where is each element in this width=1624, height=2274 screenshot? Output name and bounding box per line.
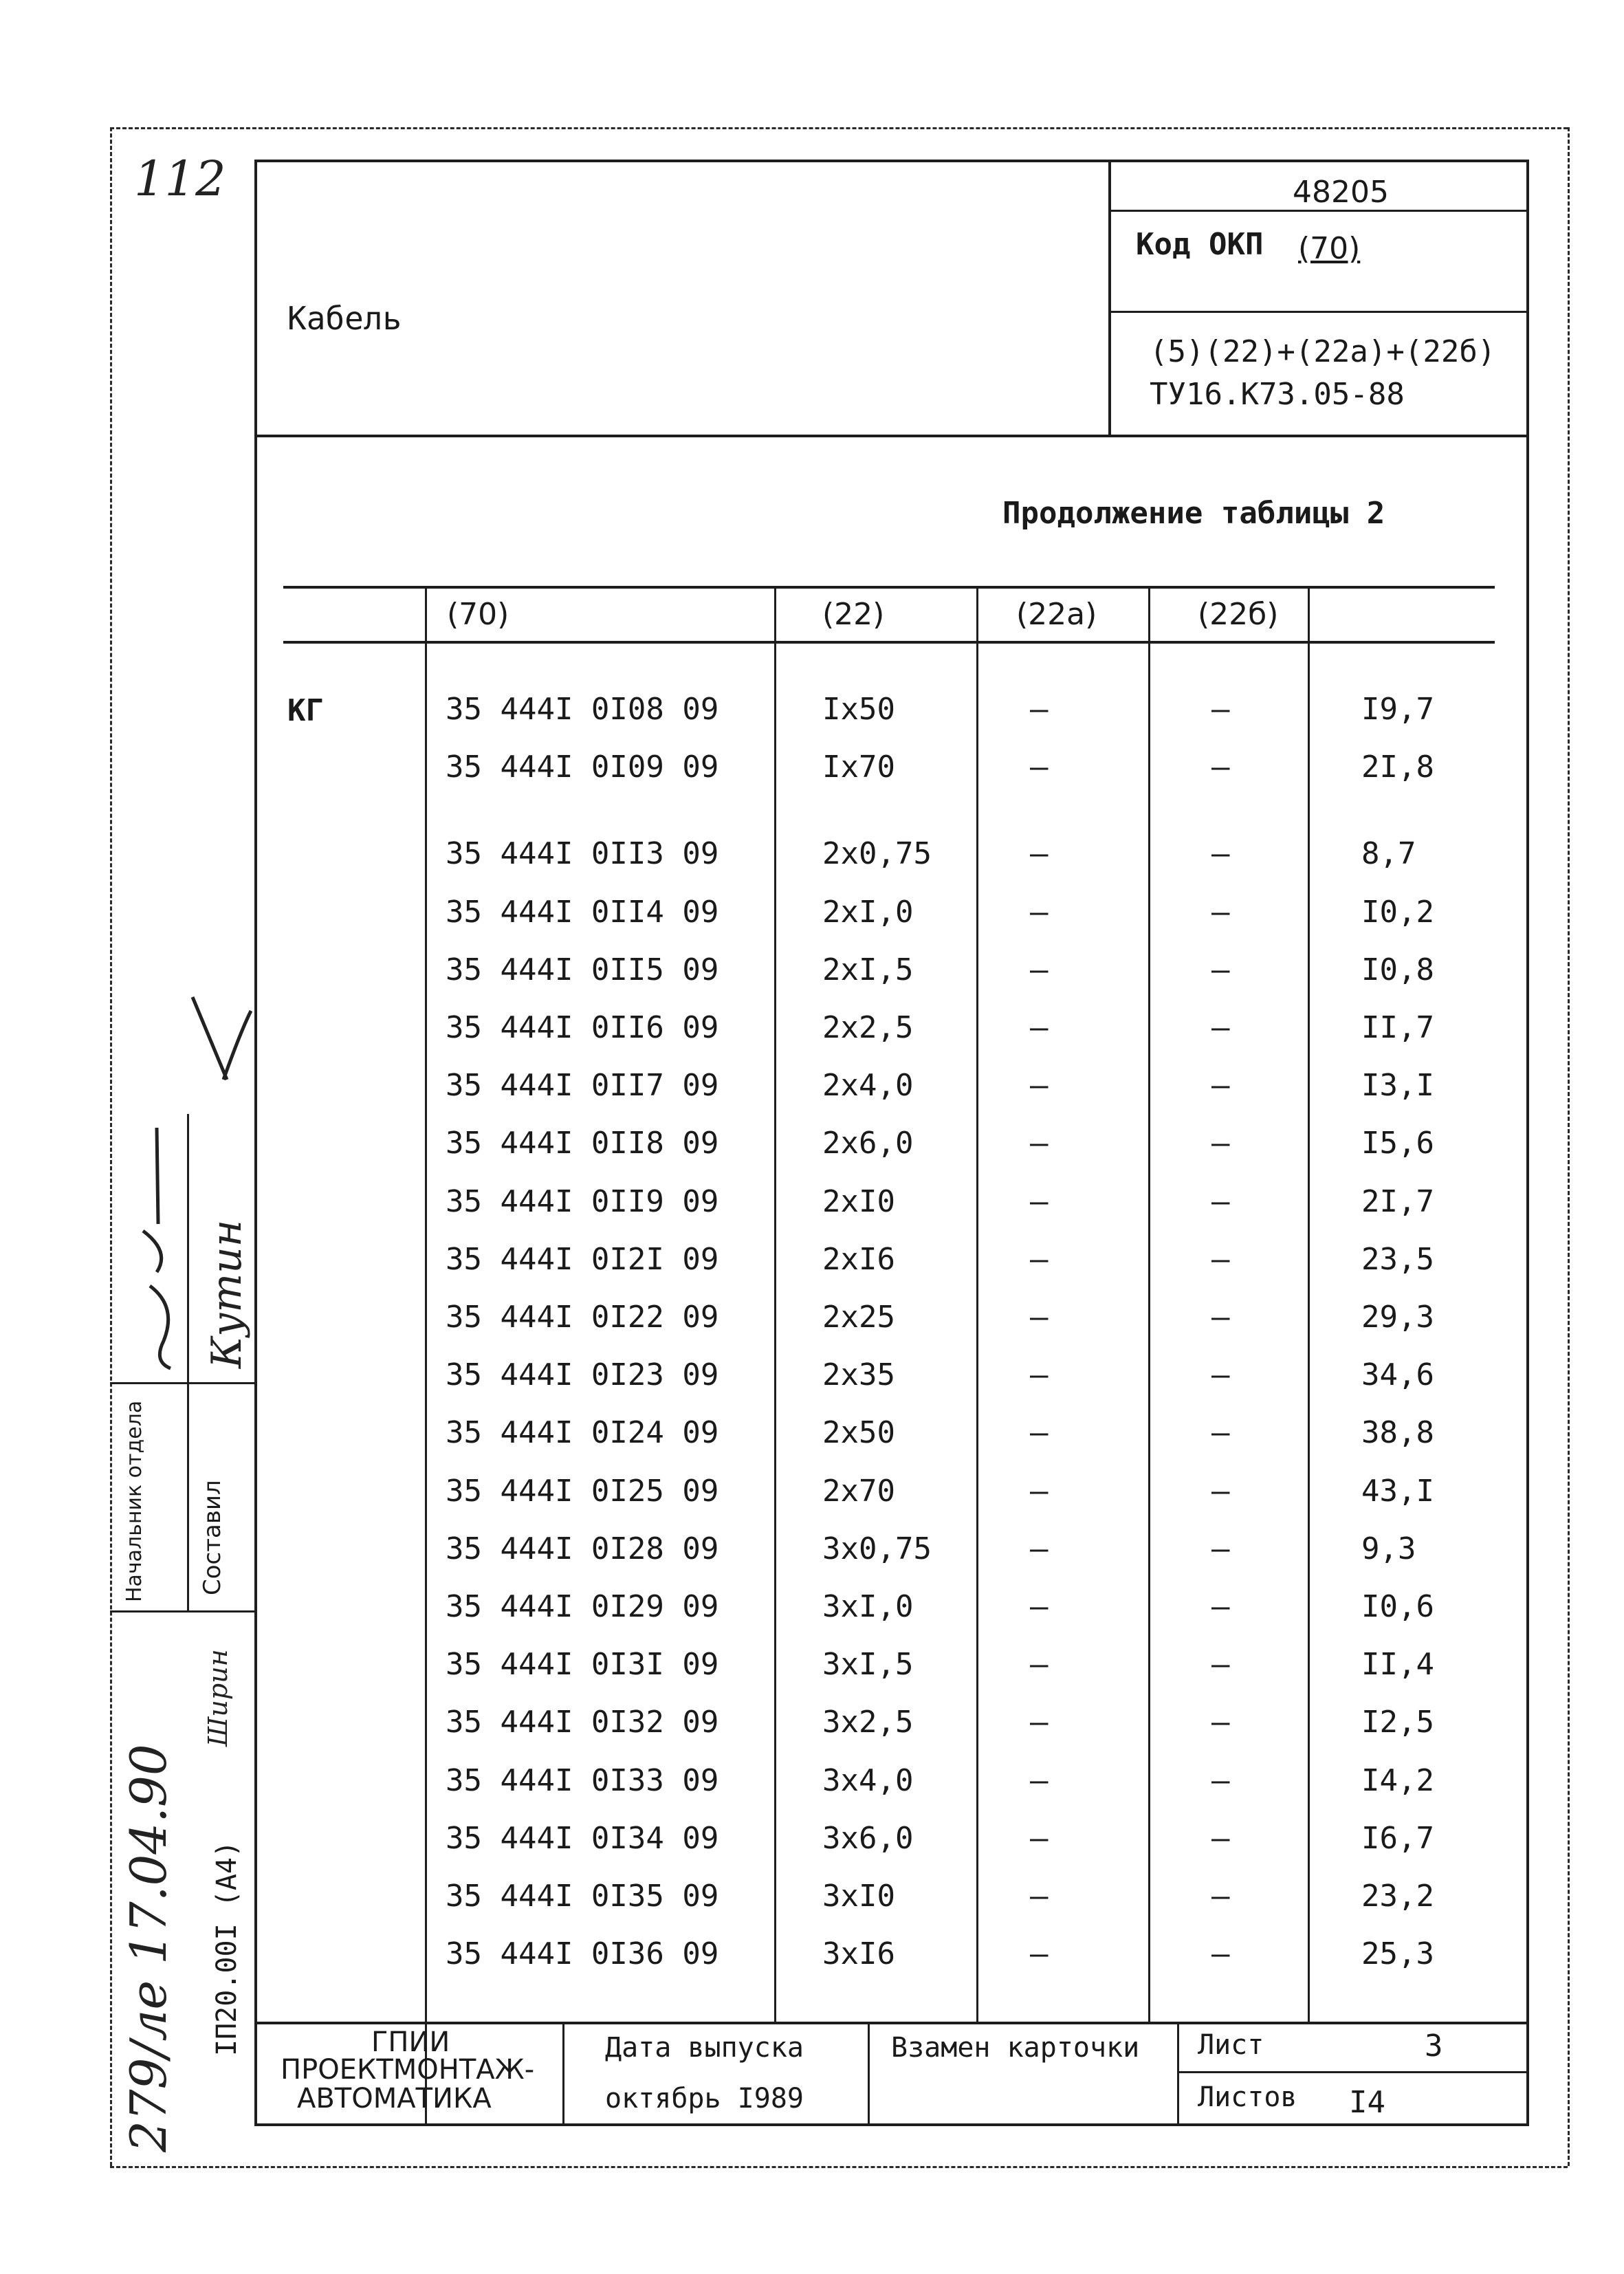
footer-sep-3 [1177, 2022, 1179, 2125]
sheet-label: Лист [1198, 2029, 1264, 2061]
header-split [1108, 160, 1111, 436]
cell-22a: – [1030, 1879, 1049, 1914]
product-name: Кабель [287, 300, 402, 337]
footer-top [254, 2022, 1529, 2024]
main-frame-top [254, 160, 1529, 162]
cell-22a: – [1030, 1184, 1049, 1219]
cell-22a: – [1030, 1242, 1049, 1277]
cell-size: 3х0,75 [822, 1531, 932, 1566]
cell-value: 23,5 [1361, 1242, 1434, 1277]
cell-code: 35 444I 0I25 09 [446, 1474, 719, 1509]
table-title: Продолжение таблицы 2 [1002, 496, 1385, 531]
cell-size: 2хI,0 [822, 895, 914, 930]
cell-value: I6,7 [1361, 1821, 1434, 1856]
cell-size: 3хI6 [822, 1936, 895, 1971]
cell-22b: – [1211, 1242, 1230, 1277]
cell-22a: – [1030, 836, 1049, 871]
composer-signature: Кутин [203, 1219, 251, 1368]
cell-value: 2I,8 [1361, 750, 1434, 785]
col-sep-5 [1308, 586, 1310, 2023]
table-header-top [283, 586, 1495, 589]
cell-code: 35 444I 0I09 09 [446, 750, 719, 785]
cell-value: I0,2 [1361, 895, 1434, 930]
cell-size: 2х50 [822, 1415, 895, 1450]
cell-value: I2,5 [1361, 1705, 1434, 1740]
cell-22a: – [1030, 1589, 1049, 1624]
cell-22a: – [1030, 1763, 1049, 1798]
cell-22b: – [1211, 1821, 1230, 1856]
sheets-label: Листов [1198, 2081, 1297, 2113]
cell-value: 8,7 [1361, 836, 1416, 871]
registration-note: 279/ле 17.04.90 [120, 1744, 177, 2152]
code-number: 48205 [1293, 175, 1389, 210]
cell-22a: – [1030, 1357, 1049, 1392]
replaces-label: Взамен карточки [891, 2032, 1140, 2064]
cell-22b: – [1211, 1647, 1230, 1682]
col-header-22b: (22б) [1198, 597, 1279, 632]
release-value: октябрь I989 [605, 2083, 804, 2114]
cell-22b: – [1211, 1010, 1230, 1045]
cell-22a: – [1030, 1415, 1049, 1450]
cell-code: 35 444I 0II7 09 [446, 1068, 719, 1103]
cell-22a: – [1030, 1531, 1049, 1566]
approval-strip-bottom [110, 1610, 256, 1612]
cell-code: 35 444I 0I33 09 [446, 1763, 719, 1798]
sheets-value: I4 [1349, 2085, 1385, 2120]
cell-22a: – [1030, 1821, 1049, 1856]
cell-size: Iх70 [822, 750, 895, 785]
okp-row-divider [1108, 311, 1529, 313]
cell-code: 35 444I 0II6 09 [446, 1010, 719, 1045]
okp-value: (70) [1298, 231, 1361, 266]
head-of-department-label: Начальник отдела [122, 1400, 146, 1602]
cell-22a: – [1030, 750, 1049, 785]
col-sep-4 [1148, 586, 1150, 2023]
head-signature-scribble [129, 1114, 184, 1375]
outer-frame-bottom [110, 2166, 1568, 2168]
cell-value: II,7 [1361, 1010, 1434, 1045]
cell-size: 2хI0 [822, 1184, 895, 1219]
main-frame-right [1526, 160, 1529, 2125]
release-label: Дата выпуска [605, 2032, 804, 2064]
cell-22a: – [1030, 692, 1049, 727]
cell-size: 2х2,5 [822, 1010, 914, 1045]
cell-value: 43,I [1361, 1474, 1434, 1509]
cell-22a: – [1030, 1647, 1049, 1682]
cell-22b: – [1211, 1415, 1230, 1450]
cell-size: 3х2,5 [822, 1705, 914, 1740]
col-sep-2 [774, 586, 776, 2023]
cell-size: 2х0,75 [822, 836, 932, 871]
cell-code: 35 444I 0II4 09 [446, 895, 719, 930]
cell-22b: – [1211, 1126, 1230, 1161]
cell-code: 35 444I 0I29 09 [446, 1589, 719, 1624]
cell-code: 35 444I 0I35 09 [446, 1879, 719, 1914]
cell-code: 35 444I 0I28 09 [446, 1531, 719, 1566]
cell-size: 3х4,0 [822, 1763, 914, 1798]
code-row-divider [1108, 210, 1529, 212]
cell-22b: – [1211, 1705, 1230, 1740]
cell-size: 3хI,0 [822, 1589, 914, 1624]
cell-value: 23,2 [1361, 1879, 1434, 1914]
cell-value: 38,8 [1361, 1415, 1434, 1450]
cell-size: Iх50 [822, 692, 895, 727]
col-sep-1 [425, 586, 427, 2123]
main-frame-bottom [254, 2123, 1529, 2126]
footer-sheet-divider [1177, 2071, 1529, 2073]
cell-code: 35 444I 0I24 09 [446, 1415, 719, 1450]
cell-size: 2х4,0 [822, 1068, 914, 1103]
outer-frame-right [1568, 127, 1570, 2166]
footer-sep-2 [868, 2022, 870, 2125]
cell-value: 29,3 [1361, 1300, 1434, 1335]
cell-code: 35 444I 0I08 09 [446, 692, 719, 727]
cell-22b: – [1211, 1879, 1230, 1914]
cell-value: I9,7 [1361, 692, 1434, 727]
cell-code: 35 444I 0II3 09 [446, 836, 719, 871]
cell-code: 35 444I 0II5 09 [446, 952, 719, 987]
table-header-bottom [283, 641, 1495, 644]
cell-value: 25,3 [1361, 1936, 1434, 1971]
cell-22a: – [1030, 1936, 1049, 1971]
org-line-3: АВТОМАТИКА [297, 2083, 492, 2114]
cell-value: I5,6 [1361, 1126, 1434, 1161]
cell-value: 34,6 [1361, 1357, 1434, 1392]
col-header-code: (70) [447, 597, 509, 632]
cell-22a: – [1030, 1705, 1049, 1740]
composer-signature-check [186, 990, 254, 1093]
cell-22a: – [1030, 1010, 1049, 1045]
cell-size: 2х25 [822, 1300, 895, 1335]
cell-size: 2х35 [822, 1357, 895, 1392]
cell-code: 35 444I 0I23 09 [446, 1357, 719, 1392]
cell-size: 3хI0 [822, 1879, 895, 1914]
cell-22a: – [1030, 895, 1049, 930]
cell-22b: – [1211, 692, 1230, 727]
cell-value: I4,2 [1361, 1763, 1434, 1798]
cell-22a: – [1030, 1126, 1049, 1161]
cell-22b: – [1211, 1068, 1230, 1103]
approval-strip-top [110, 1382, 256, 1384]
cell-22b: – [1211, 1357, 1230, 1392]
footer-sep-1 [562, 2022, 564, 2125]
cell-22b: – [1211, 1474, 1230, 1509]
cell-value: 2I,7 [1361, 1184, 1434, 1219]
cell-code: 35 444I 0I22 09 [446, 1300, 719, 1335]
outer-frame-top [110, 127, 1568, 129]
cell-code: 35 444I 0I34 09 [446, 1821, 719, 1856]
cell-value: 9,3 [1361, 1531, 1416, 1566]
cell-code: 35 444I 0I32 09 [446, 1705, 719, 1740]
cell-22a: – [1030, 1474, 1049, 1509]
cell-22b: – [1211, 1531, 1230, 1566]
group-label: КГ [287, 693, 324, 728]
cell-code: 35 444I 0II9 09 [446, 1184, 719, 1219]
org-line-2: ПРОЕКТМОНТАЖ- [281, 2054, 535, 2086]
cell-code: 35 444I 0I3I 09 [446, 1647, 719, 1682]
cell-22b: – [1211, 1763, 1230, 1798]
outer-frame-left [110, 127, 112, 2166]
cell-22b: – [1211, 1936, 1230, 1971]
col-header-22a: (22а) [1016, 597, 1097, 632]
approval-strip-sep [187, 1114, 189, 1610]
form-stamp-code: IП20.00I (А4) [211, 1840, 243, 2056]
sheet-value: 3 [1425, 2029, 1443, 2064]
okp-label: Код ОКП [1136, 227, 1264, 262]
cell-22b: – [1211, 1300, 1230, 1335]
cell-22b: – [1211, 895, 1230, 930]
cell-value: I0,8 [1361, 952, 1434, 987]
sheet-number-handwritten: 112 [134, 151, 226, 207]
cell-22b: – [1211, 952, 1230, 987]
cell-22a: – [1030, 1300, 1049, 1335]
cell-22b: – [1211, 836, 1230, 871]
cell-value: II,4 [1361, 1647, 1434, 1682]
cell-size: 3х6,0 [822, 1821, 914, 1856]
cell-code: 35 444I 0I36 09 [446, 1936, 719, 1971]
cell-22b: – [1211, 1184, 1230, 1219]
cell-code: 35 444I 0I2I 09 [446, 1242, 719, 1277]
cell-size: 2хI,5 [822, 952, 914, 987]
cell-22b: – [1211, 750, 1230, 785]
spec-tu: ТУ16.К73.05-88 [1150, 377, 1405, 412]
cell-code: 35 444I 0II8 09 [446, 1126, 719, 1161]
cell-size: 3хI,5 [822, 1647, 914, 1682]
cell-value: I0,6 [1361, 1589, 1434, 1624]
header-divider [254, 435, 1529, 437]
org-line-1: ГПИИ [371, 2026, 450, 2058]
cell-size: 2х6,0 [822, 1126, 914, 1161]
spec-formula: (5)(22)+(22а)+(22б) [1150, 334, 1496, 369]
col-sep-3 [976, 586, 978, 2023]
cell-size: 2х70 [822, 1474, 895, 1509]
col-header-size: (22) [822, 597, 885, 632]
cell-22a: – [1030, 952, 1049, 987]
head-signature: Ширин [203, 1649, 233, 1747]
cell-value: I3,I [1361, 1068, 1434, 1103]
cell-22b: – [1211, 1589, 1230, 1624]
cell-size: 2хI6 [822, 1242, 895, 1277]
composer-label: Составил [199, 1480, 226, 1595]
cell-22a: – [1030, 1068, 1049, 1103]
main-frame-left [254, 160, 257, 2125]
